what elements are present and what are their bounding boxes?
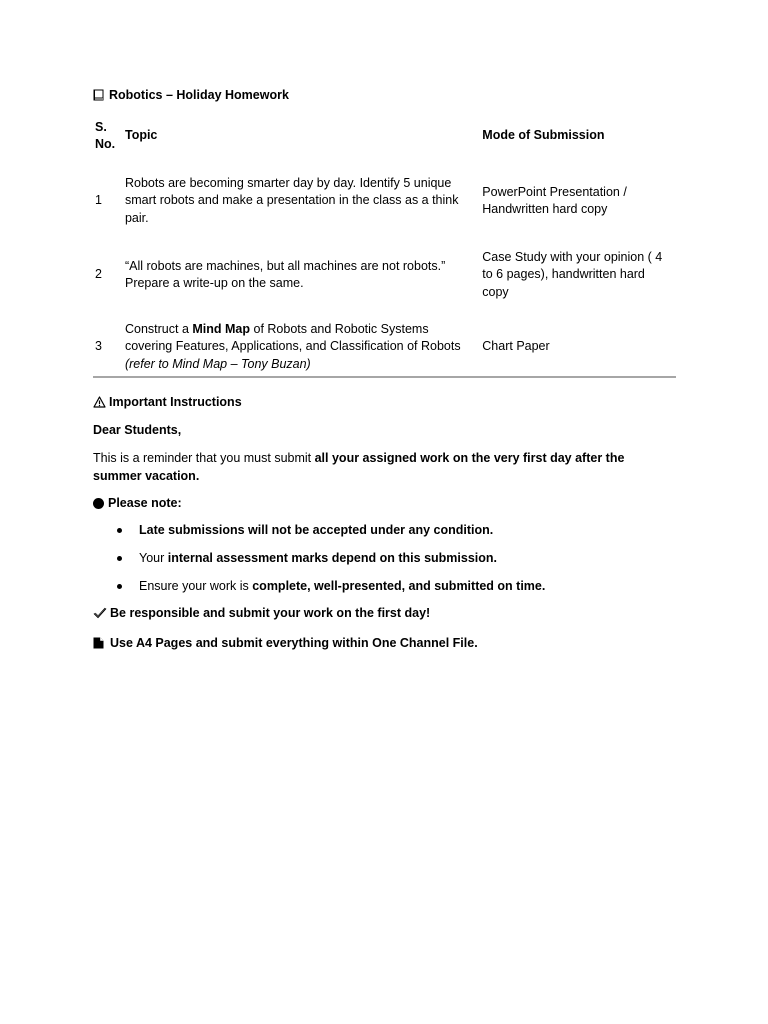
header-sno: S. No. bbox=[95, 119, 116, 151]
table-row bbox=[91, 304, 676, 382]
table-row bbox=[91, 238, 676, 304]
black-circle-icon bbox=[93, 498, 104, 509]
responsibility-text: Be responsible and submit your work on the first day! bbox=[110, 606, 431, 620]
responsibility-note bbox=[93, 606, 430, 620]
point-bold: Late submissions will not be accepted under any condition. bbox=[139, 523, 494, 537]
topic-reference: (refer to Mind Map – Tony Buzan) bbox=[124, 356, 311, 371]
instructions-title bbox=[93, 395, 242, 409]
check-icon bbox=[93, 607, 107, 619]
please-note bbox=[93, 496, 182, 510]
a4-note bbox=[93, 636, 478, 650]
instructions-title-text: Important Instructions bbox=[109, 395, 242, 409]
header-mode: Mode of Submission bbox=[482, 128, 605, 143]
point-bold: internal assessment marks depend on this submission. bbox=[167, 551, 498, 565]
table-header-row bbox=[91, 116, 676, 156]
bullet-icon bbox=[117, 528, 122, 533]
row-topic bbox=[121, 304, 478, 382]
point-bold: complete, well-presented, and submitted on time. bbox=[252, 579, 546, 593]
topic-rest: of Robots and Robotic Systems covering Features, Applications, and Classification of Robots bbox=[124, 321, 461, 354]
reminder-paragraph bbox=[93, 449, 673, 485]
bullet-icon bbox=[117, 556, 122, 561]
row-mode: Case Study with your opinion ( 4 to 6 pages), handwritten hard copy bbox=[482, 249, 663, 299]
a4-note-text: Use A4 Pages and submit everything within One Channel File. bbox=[110, 636, 478, 650]
list-item bbox=[93, 544, 673, 572]
header-topic: Topic bbox=[124, 128, 158, 143]
reminder-bold: all your assigned work on the very first day after the summer vacation. bbox=[93, 451, 625, 483]
topic-prefix: Construct a bbox=[124, 321, 193, 336]
warning-icon bbox=[93, 396, 106, 408]
row-topic: Robots are becoming smarter day by day. Identify 5 unique smart robots and make a presentation in the class as a think pair. bbox=[124, 175, 459, 225]
document-icon bbox=[93, 637, 104, 649]
greeting: Dear Students, bbox=[93, 423, 182, 437]
book-icon bbox=[93, 89, 104, 101]
row-sno: 3 bbox=[95, 339, 102, 354]
list-item bbox=[93, 572, 673, 600]
topic-bold: Mind Map bbox=[192, 321, 251, 336]
list-item bbox=[93, 516, 673, 544]
row-mode: PowerPoint Presentation / Handwritten hard copy bbox=[482, 184, 627, 216]
reminder-prefix: This is a reminder that you must submit bbox=[93, 451, 315, 465]
table-row bbox=[91, 156, 676, 238]
homework-table bbox=[91, 116, 676, 382]
point-prefix: Your bbox=[139, 551, 168, 565]
please-note-label: Please note: bbox=[108, 496, 182, 510]
row-sno: 2 bbox=[95, 267, 102, 282]
section-divider bbox=[93, 376, 676, 378]
heading-title: Robotics – Holiday Homework bbox=[109, 88, 289, 102]
instruction-list bbox=[93, 516, 673, 600]
row-topic: “All robots are machines, but all machines are not robots.” Prepare a write-up on the same. bbox=[124, 258, 446, 290]
row-mode: Chart Paper bbox=[482, 339, 550, 354]
bullet-icon bbox=[117, 584, 122, 589]
document-heading bbox=[93, 88, 289, 102]
row-sno: 1 bbox=[95, 193, 102, 208]
point-prefix: Ensure your work is bbox=[139, 579, 253, 593]
